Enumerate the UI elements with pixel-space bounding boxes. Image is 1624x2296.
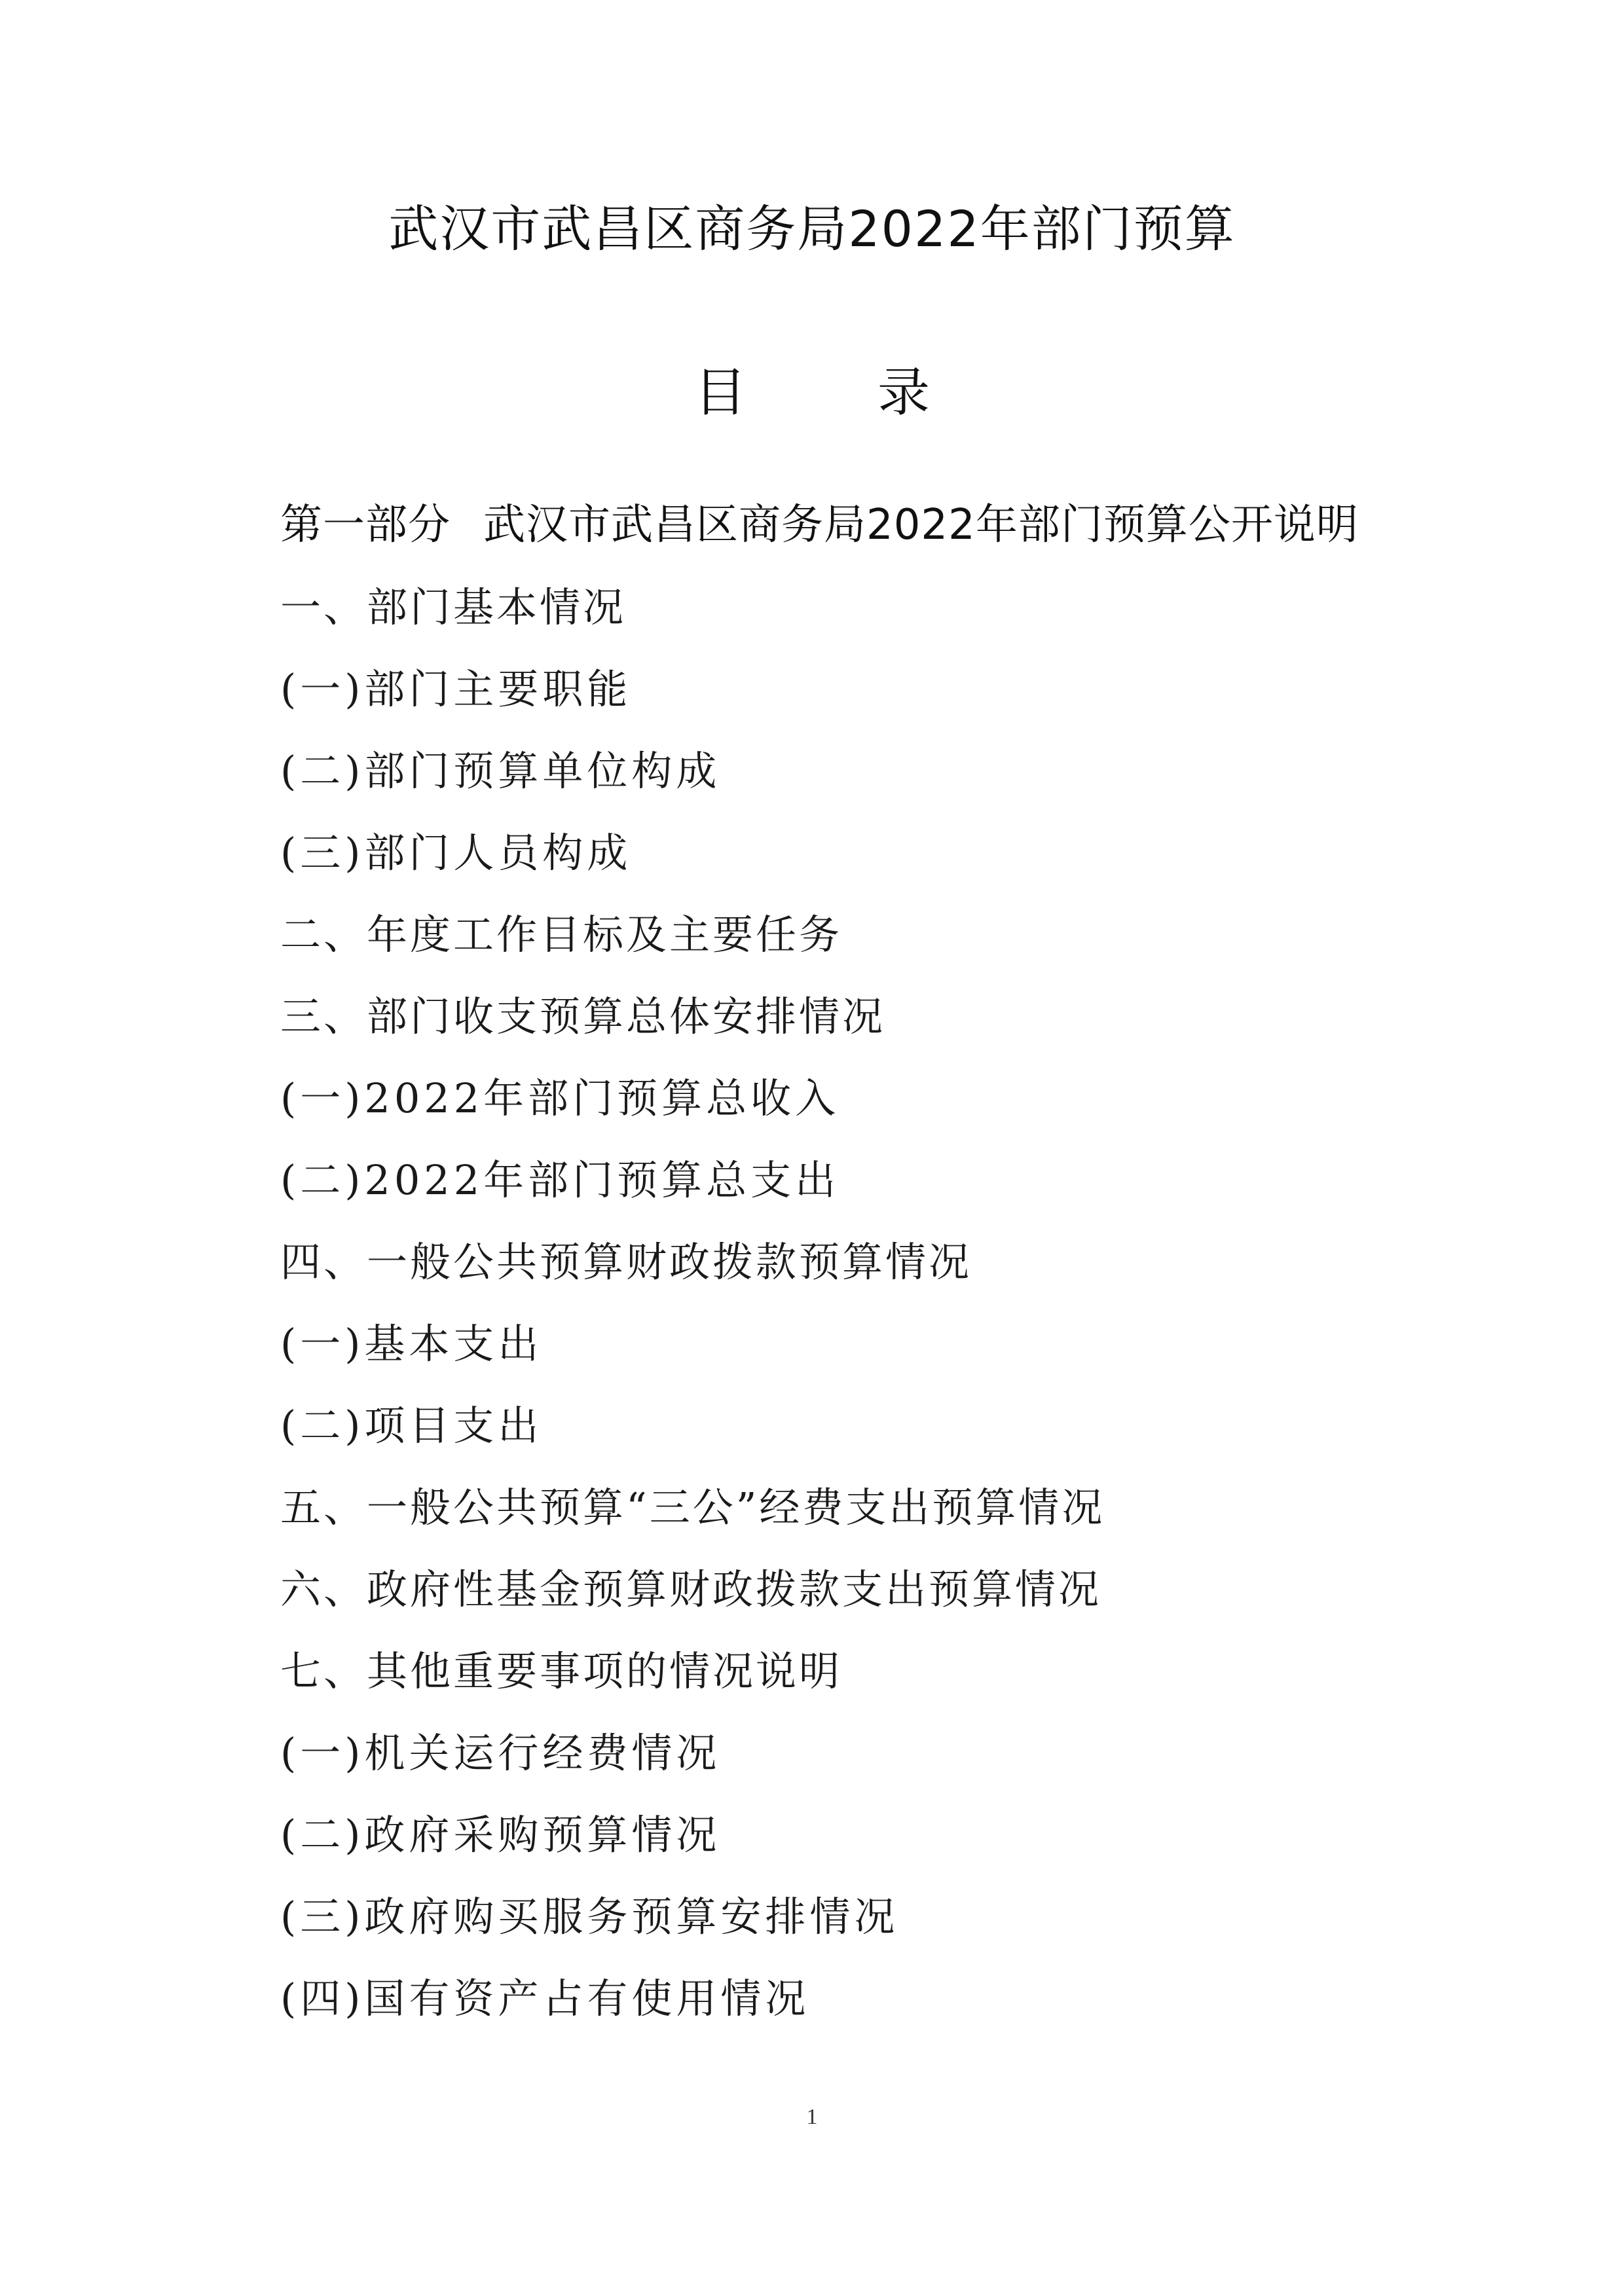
toc-part-heading — [280, 484, 1524, 566]
toc-subitem: (四)国有资产占有使用情况 — [280, 1975, 810, 2022]
toc-subitem: (二)2022年部门预算总支出 — [280, 1156, 840, 1204]
toc-heading-char-2: 录 — [877, 362, 930, 423]
toc-subitem: (一)基本支出 — [280, 1320, 543, 1368]
toc-heading-char-1: 目 — [694, 362, 747, 423]
toc-subitem: (二)项目支出 — [280, 1402, 543, 1449]
toc-subitem: (一)2022年部门预算总收入 — [280, 1074, 840, 1122]
toc-subitem: (一)部门主要职能 — [280, 665, 632, 713]
toc-item: 二、年度工作目标及主要任务 — [280, 911, 843, 958]
toc-item: 一、部门基本情况 — [280, 583, 627, 631]
part-number: 第一部分 — [280, 501, 451, 549]
toc-item: 五、一般公共预算“三公”经费支出预算情况 — [280, 1484, 1105, 1531]
toc-item: 三、部门收支预算总体安排情况 — [280, 993, 886, 1040]
table-of-contents — [280, 484, 1524, 2039]
toc-item: 七、其他重要事项的情况说明 — [280, 1647, 843, 1695]
toc-subitem: (三)部门人员构成 — [280, 829, 632, 877]
toc-item: 六、政府性基金预算财政拨款支出预算情况 — [280, 1565, 1102, 1613]
toc-subitem: (三)政府购买服务预算安排情况 — [280, 1893, 899, 1941]
document-title: 武汉市武昌区商务局2022年部门预算 — [388, 200, 1236, 258]
toc-item: 四、一般公共预算财政拨款预算情况 — [280, 1238, 972, 1286]
part-title: 武汉市武昌区商务局2022年部门预算公开说明 — [483, 501, 1359, 549]
toc-heading — [0, 357, 1624, 429]
toc-subitem: (二)部门预算单位构成 — [280, 747, 721, 795]
toc-subitem: (二)政府采购预算情况 — [280, 1811, 721, 1859]
toc-subitem: (一)机关运行经费情况 — [280, 1729, 721, 1777]
page-number: 1 — [806, 2105, 818, 2129]
